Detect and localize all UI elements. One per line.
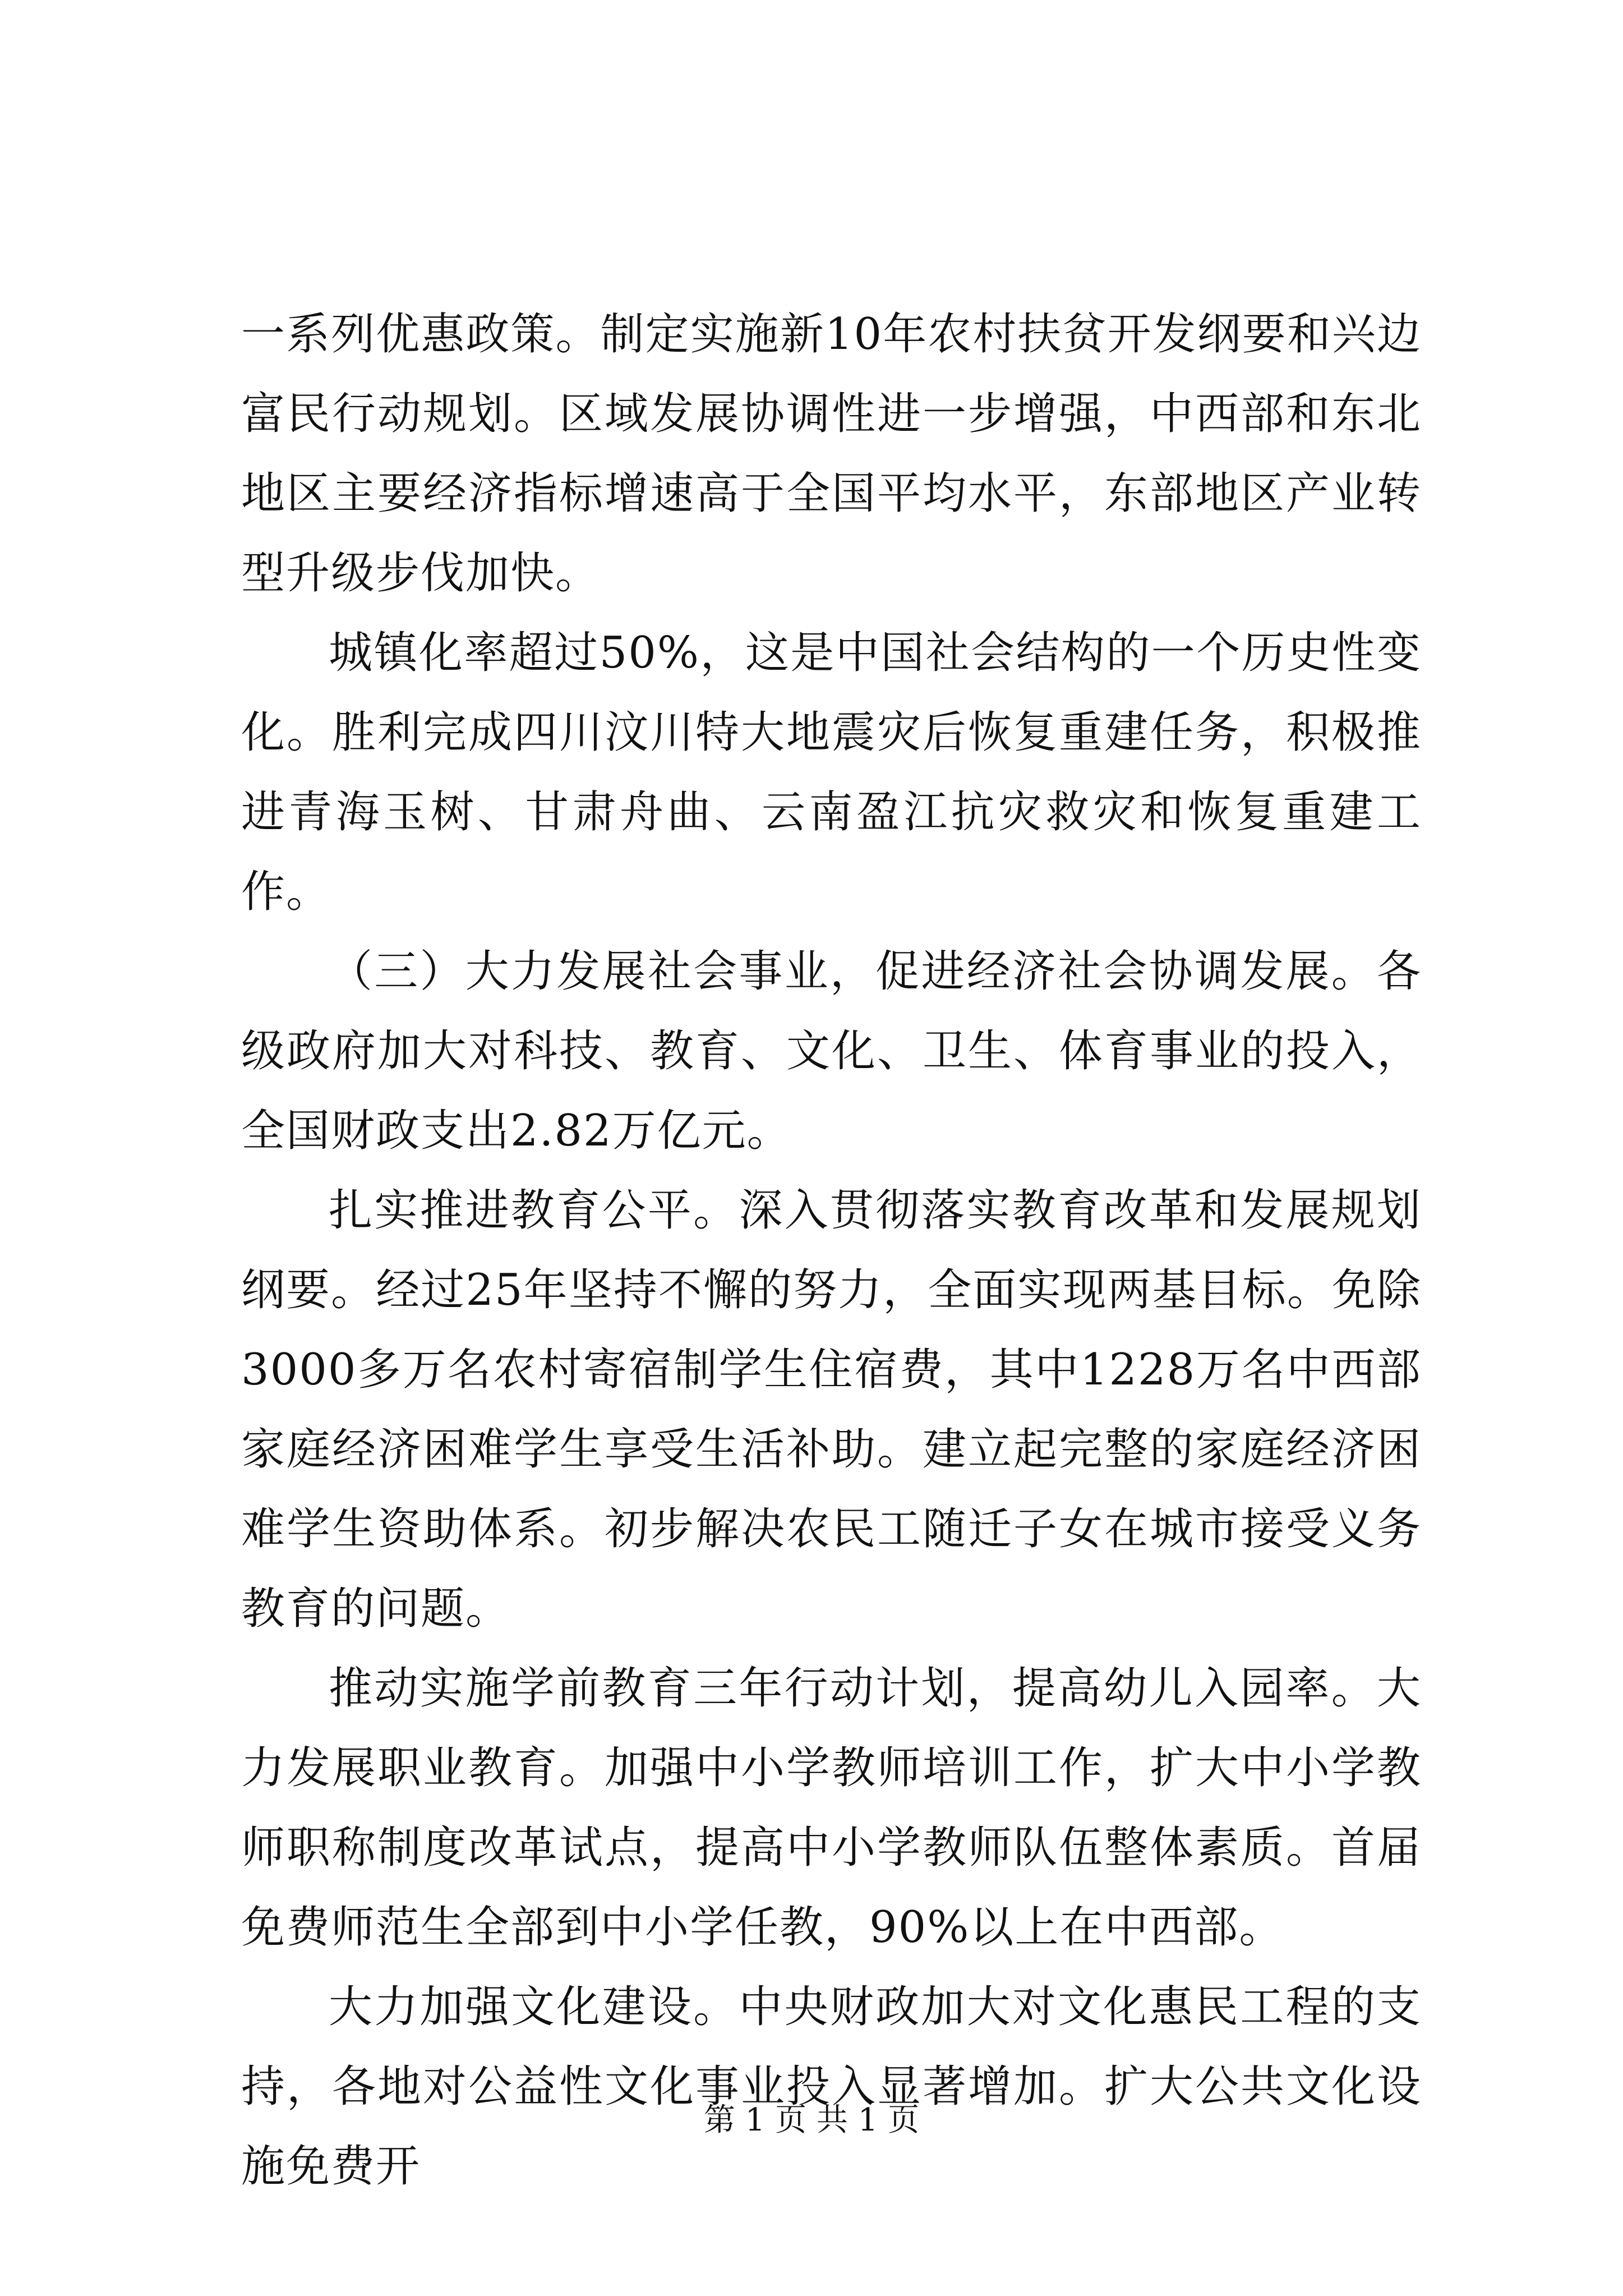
paragraph-3: （三）大力发展社会事业，促进经济社会协调发展。各级政府加大对科技、教育、文化、卫生、体育事业的投入，全国财政支出2.82万亿元。 [241,946,1422,1156]
paragraph-1: 一系列优惠政策。制定实施新10年农村扶贫开发纲要和兴边富民行动规划。区域发展协调性进一步增强，中西部和东北地区主要经济指标增速高于全国平均水平，东部地区产业转型升级步伐加快。 [241,309,1422,599]
paragraph-6: 大力加强文化建设。中央财政加大对文化惠民工程的支持，各地对公益性文化事业投入显著增加。扩大公共文化设施免费开 [241,1982,1422,2192]
document-body [241,295,1422,2206]
paragraph-4: 扎实推进教育公平。深入贯彻落实教育改革和发展规划纲要。经过25年坚持不懈的努力，全面实现两基目标。免除3000多万名农村寄宿制学生住宿费，其中1228万名中西部家庭经济困难学生享受生活补助。建立起完整的家庭经济困难学生资助体系。初步解决农民工随迁子女在城市接受义务教育的问题。 [241,1185,1422,1634]
paragraph-2: 城镇化率超过50%，这是中国社会结构的一个历史性变化。胜利完成四川汶川特大地震灾后恢复重建任务，积极推进青海玉树、甘肃舟曲、云南盈江抗灾救灾和恢复重建工作。 [241,628,1422,917]
page-number-footer: 第 1 页 共 1 页 [703,2102,920,2138]
paragraph-5: 推动实施学前教育三年行动计划，提高幼儿入园率。大力发展职业教育。加强中小学教师培训工作，扩大中小学教师职称制度改革试点，提高中小学教师队伍整体素质。首届免费师范生全部到中小学任教，90%以上在中西部。 [241,1663,1422,1953]
